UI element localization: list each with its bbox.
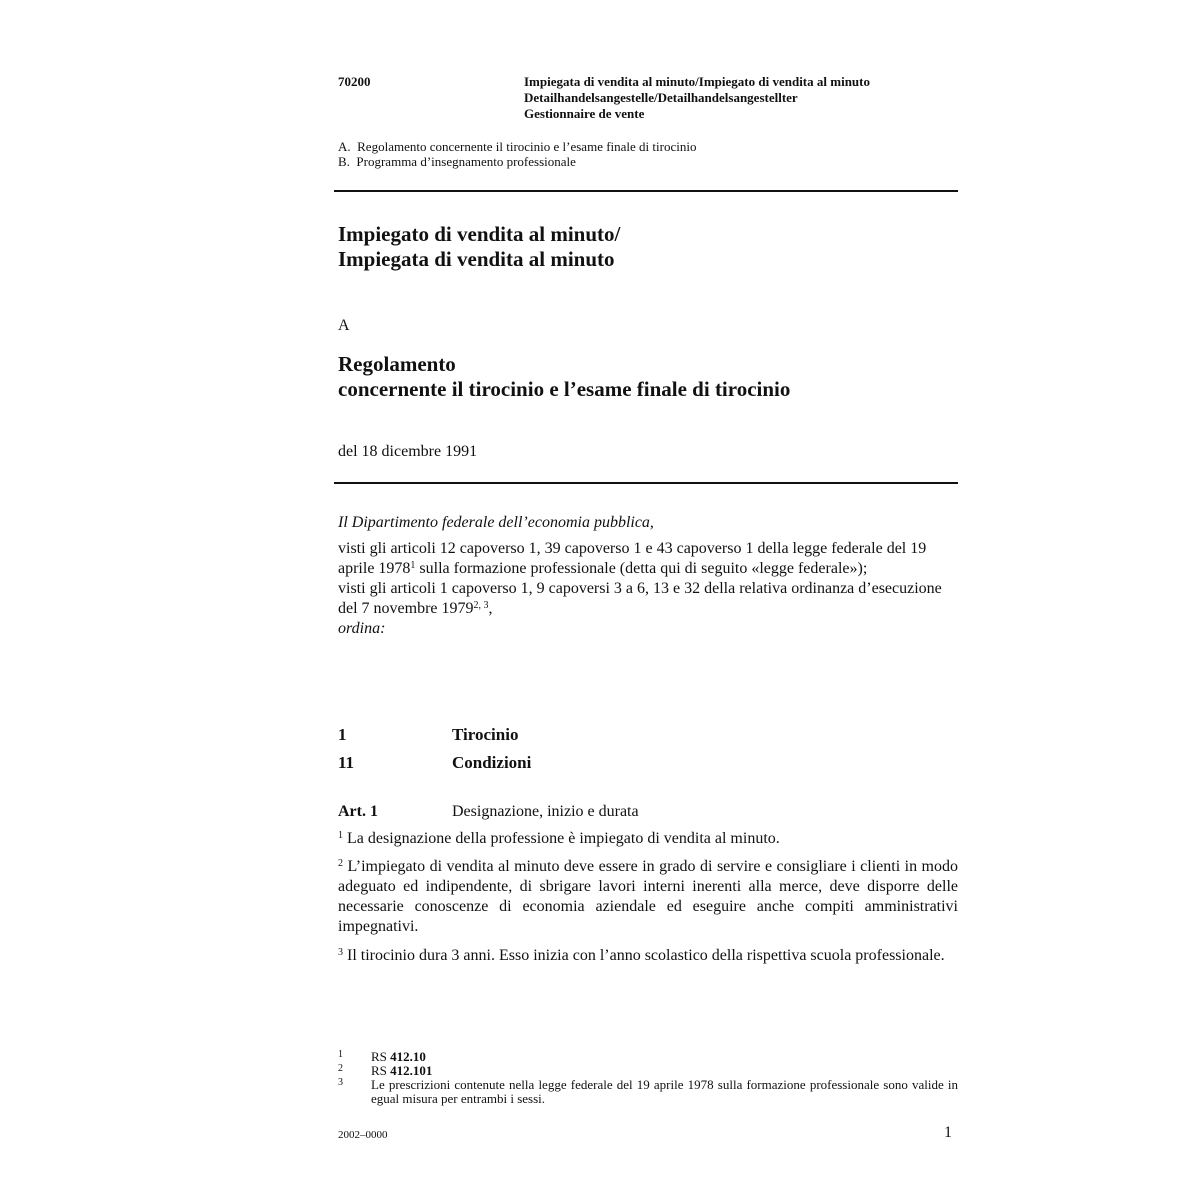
- footnote-prefix: RS: [371, 1063, 391, 1078]
- footnote-text: [371, 1050, 958, 1064]
- main-title-line: Impiegata di vendita al minuto: [338, 247, 615, 271]
- footnotes: [338, 1050, 958, 1106]
- section-number: 11: [338, 753, 355, 772]
- header-title-de: Detailhandelsangestelle/Detailhandelsangestellter: [524, 90, 798, 105]
- divider-rule: [334, 190, 958, 192]
- header-title-it: Impiegata di vendita al minuto/Impiegato di vendita al minuto: [524, 74, 870, 89]
- footnote-mark: 2: [338, 1063, 343, 1074]
- main-title-line: Impiegato di vendita al minuto/: [338, 222, 621, 246]
- header-parts: [338, 139, 696, 169]
- regulation-title-line: Regolamento: [338, 352, 456, 376]
- paragraph-text: La designazione della professione è impiegato di vendita al minuto.: [343, 830, 780, 847]
- footnote: [338, 1050, 958, 1064]
- section-number: 1: [338, 725, 347, 744]
- footnote-text: Le prescrizioni contenute nella legge federale del 19 aprile 1978 sulla formazione professionale sono valide in egual misura per entrambi i sessi.: [371, 1077, 958, 1106]
- header-code: 70200: [338, 74, 371, 89]
- footnote-mark: 3: [338, 1077, 343, 1088]
- ordina-clause: ordina:: [338, 620, 386, 637]
- divider-rule: [334, 482, 958, 484]
- paragraph-number: 1: [338, 830, 343, 841]
- legal-basis-2: [338, 579, 958, 619]
- issuing-department: Il Dipartimento federale dell’economia pubblica,: [338, 514, 654, 531]
- footnote-ref[interactable]: 2, 3: [473, 600, 489, 611]
- legal-basis-text: visti gli articoli 12 capoverso 1, 39 capoverso 1 e 43 capoverso 1 della legge federale del 19 aprile 1978: [338, 540, 927, 577]
- legal-basis-text: visti gli articoli 1 capoverso 1, 9 capoversi 3 a 6, 13 e 32 della relativa ordinanza d’esecuzione del 7 novembre 1979: [338, 580, 942, 617]
- header-part-b: B. Programma d’insegnamento professionale: [338, 154, 576, 169]
- header-titles: [524, 74, 870, 122]
- section-label: Condizioni: [452, 753, 532, 772]
- footnote-prefix: RS: [371, 1049, 391, 1064]
- legal-basis-text: sulla formazione professionale (detta qui di seguito «legge federale»);: [415, 560, 868, 577]
- regulation-title-line: concernente il tirocinio e l’esame finale di tirocinio: [338, 377, 791, 401]
- article-paragraph: [338, 946, 958, 966]
- article-number: Art. 1: [338, 803, 378, 820]
- article-paragraph: [338, 857, 958, 937]
- regulation-title: [338, 352, 790, 402]
- footnote-mark: 1: [338, 1049, 343, 1060]
- paragraph-text: L’impiegato di vendita al minuto deve essere in grado di servire e consigliare i clienti in modo adeguato ed indipendente, di sbrigare lavori interni inerenti alla merce, deve disporre delle necessarie conoscenze di economia aziendale ed eseguire anche compiti amministrativi impegnativi.: [338, 858, 958, 935]
- paragraph-text: Il tirocinio dura 3 anni. Esso inizia con l’anno scolastico della rispettiva scuola professionale.: [343, 947, 945, 964]
- document-code: 2002–0000: [338, 1129, 388, 1141]
- paragraph-number: 3: [338, 947, 343, 958]
- section-letter: A: [338, 317, 350, 334]
- header-title-fr: Gestionnaire de vente: [524, 106, 645, 121]
- document-page: [338, 0, 958, 1200]
- main-title: [338, 222, 620, 272]
- section-label: Tirocinio: [452, 725, 519, 744]
- article-paragraph: [338, 829, 958, 849]
- footnote-ref[interactable]: 1: [410, 560, 416, 571]
- header-part-a: A. Regolamento concernente il tirocinio e l’esame finale di tirocinio: [338, 139, 697, 154]
- footnote: [338, 1078, 958, 1106]
- paragraph-number: 2: [338, 858, 343, 869]
- page-number: 1: [944, 1124, 952, 1141]
- regulation-date: del 18 dicembre 1991: [338, 443, 478, 460]
- footnote-ref-number: 412.101: [390, 1063, 433, 1078]
- legal-basis-1: [338, 539, 958, 579]
- preamble: [338, 513, 958, 639]
- legal-basis-text: ,: [488, 600, 493, 617]
- footnote-text: [371, 1064, 958, 1078]
- footnote: [338, 1064, 958, 1078]
- footnote-ref-number: 412.10: [390, 1049, 426, 1064]
- article-title: Designazione, inizio e durata: [452, 803, 639, 820]
